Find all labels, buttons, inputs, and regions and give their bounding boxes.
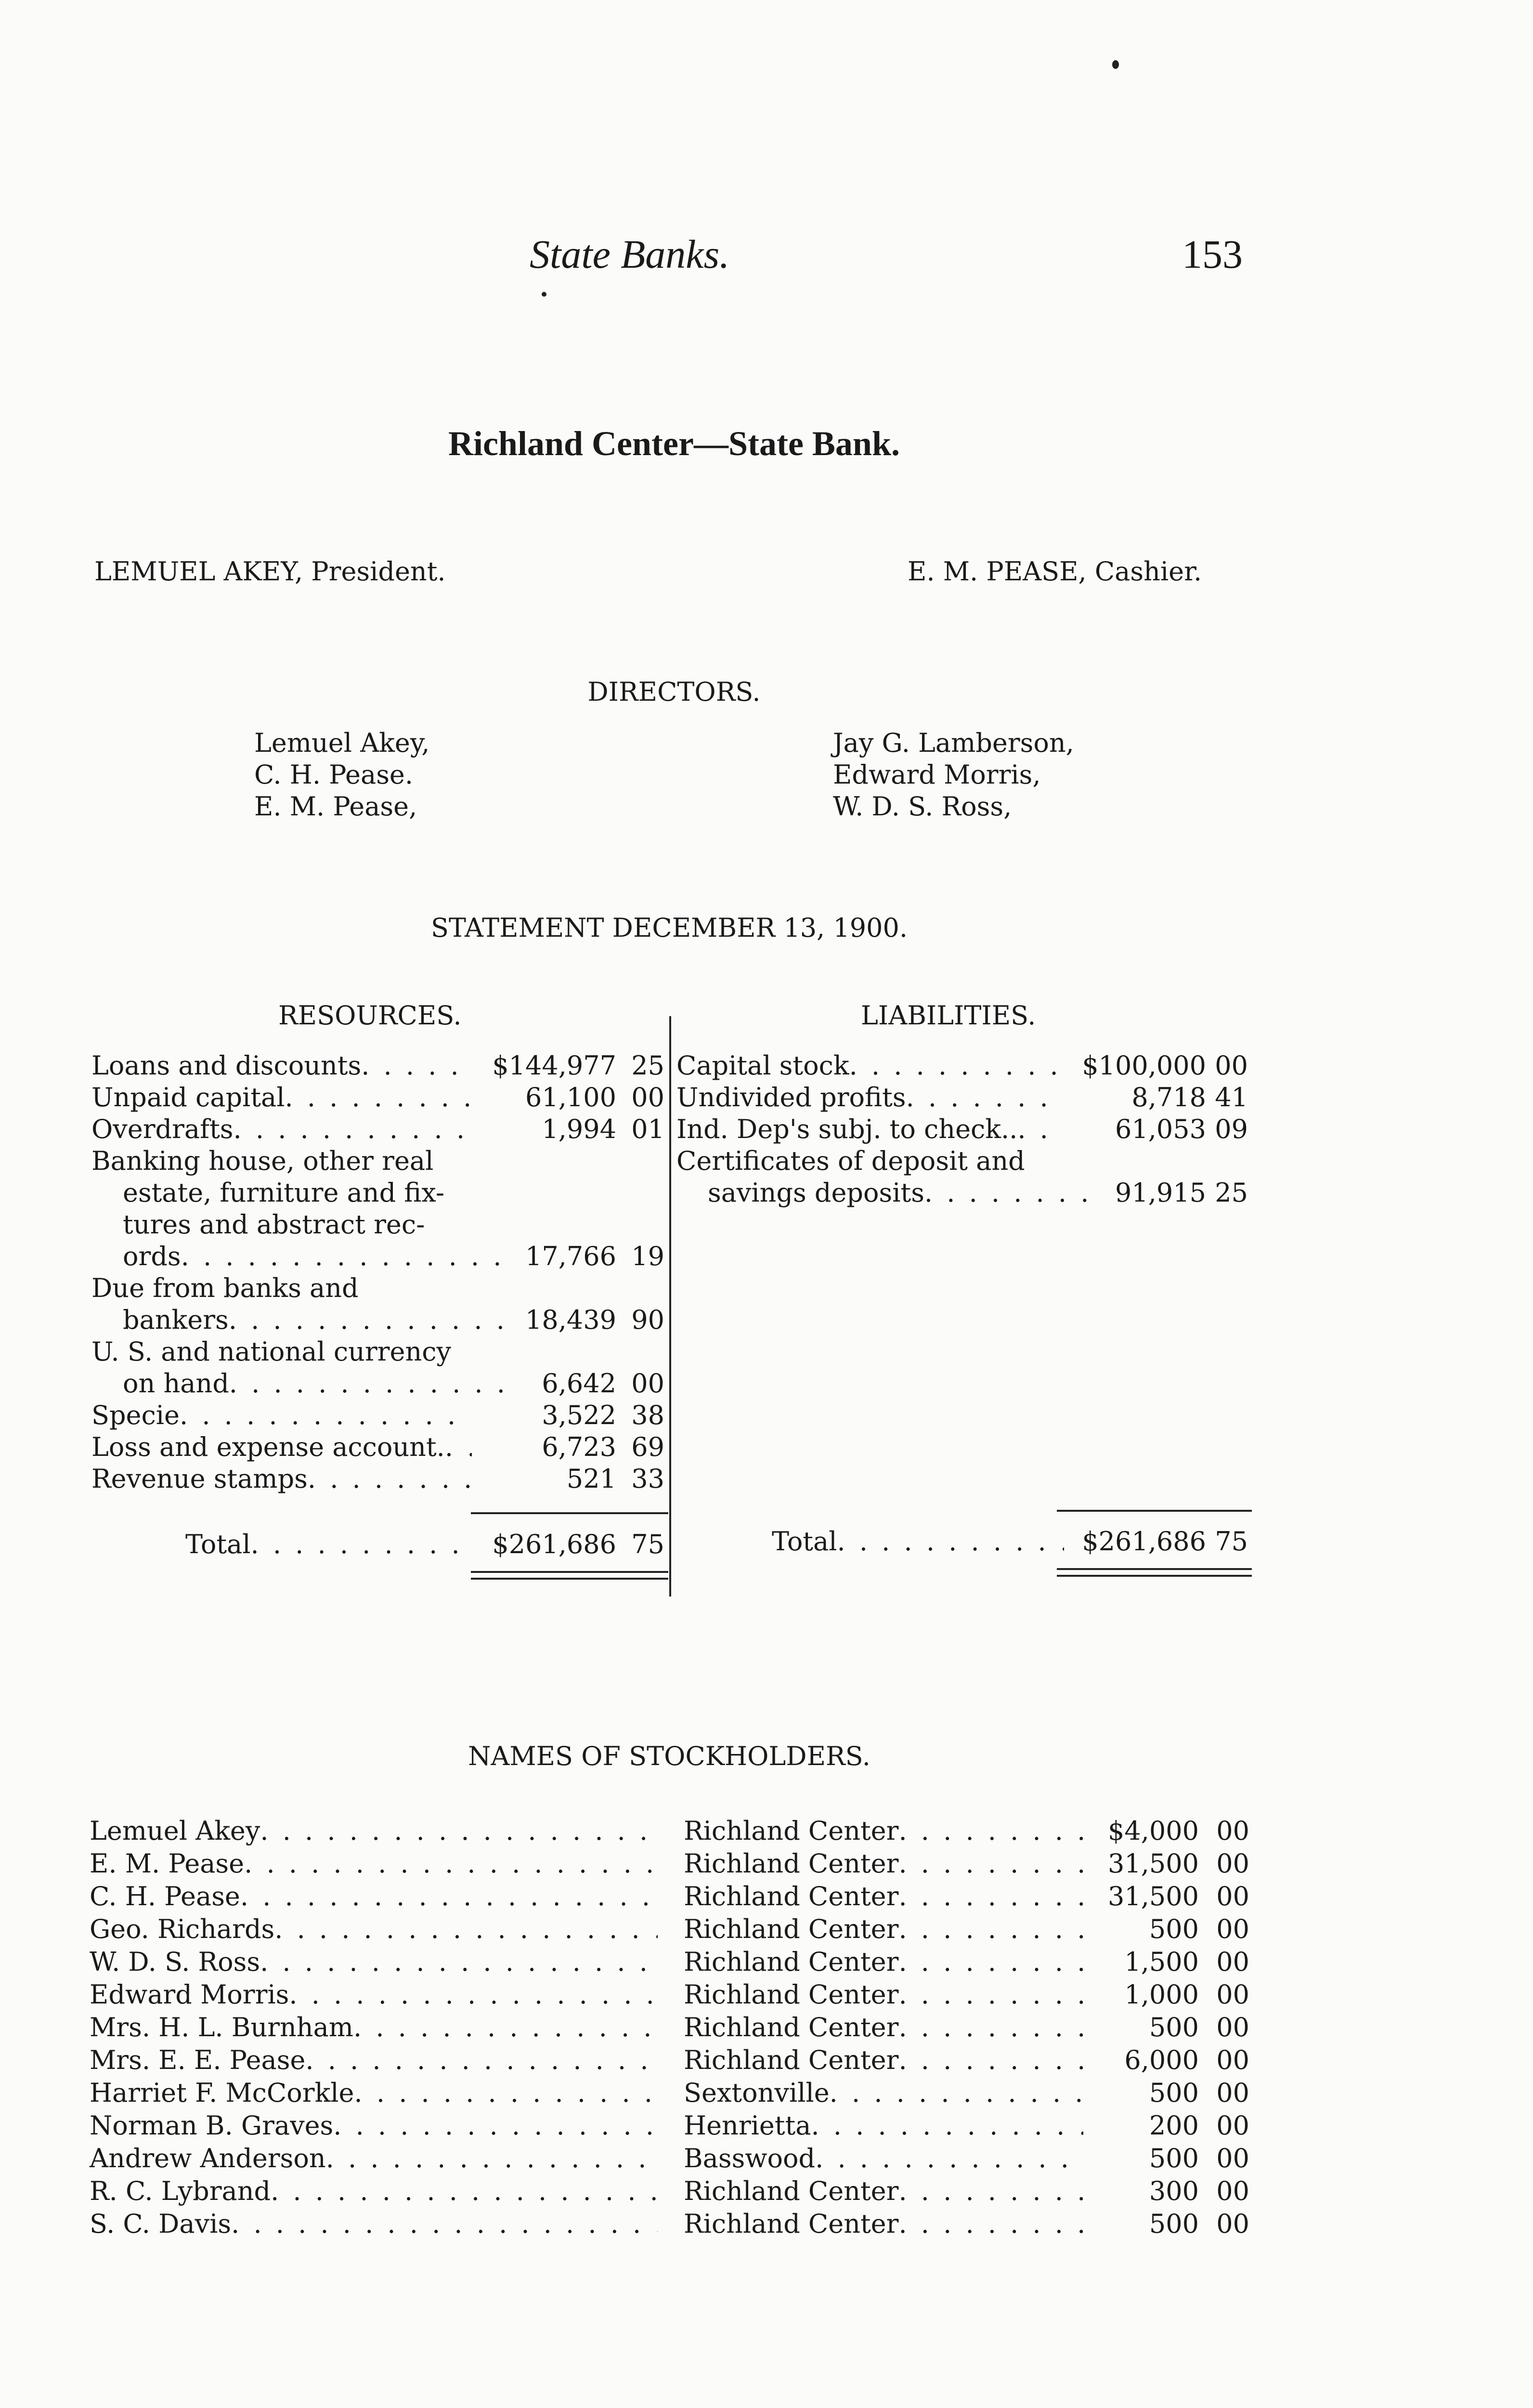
liabilities-total-label: Total . . . [772, 1529, 1064, 1555]
stockholder-cents: 00 [1216, 1947, 1249, 1977]
resource-item-label: Overdrafts . . . [91, 1116, 472, 1142]
stockholder-place: Richland Center . . . [684, 1982, 1083, 2008]
stockholder-place: Henrietta . . . [684, 2113, 1083, 2139]
resource-item-dollars: 17,766 [525, 1241, 616, 1271]
stockholder-amount: 6,000 [1124, 2045, 1199, 2075]
president-line: LEMUEL AKEY, President. [94, 556, 446, 587]
liabilities-total-rule [1057, 1510, 1252, 1512]
directors-right-column [833, 727, 1074, 823]
stockholder-name: C. H. Pease . . . [90, 1884, 658, 1910]
stockholder-name: R. C. Lybrand . . . [90, 2178, 658, 2204]
stockholder-place: Richland Center . . . [684, 2178, 1083, 2204]
resource-item-dollars: 1,994 [542, 1114, 616, 1144]
stockholder-place: Sextonville . . . [684, 2080, 1083, 2106]
stockholder-place: Richland Center . . . [684, 1884, 1083, 1910]
stockholder-place: Richland Center . . . [684, 1949, 1083, 1975]
stockholder-name: W. D. S. Ross . . . [90, 1949, 658, 1975]
liability-item-cents: 41 [1215, 1082, 1248, 1112]
director-name: Edward Morris, [833, 759, 1041, 790]
stockholder-place: Richland Center . . . [684, 2015, 1083, 2041]
liability-item-label: Certificates of deposit and [676, 1146, 1025, 1176]
resource-item-label: estate, furniture and fix- [123, 1178, 445, 1208]
liabilities-total-cents: 75 [1215, 1526, 1248, 1557]
stockholder-amount: 500 [1149, 2078, 1199, 2108]
stockholder-cents: 00 [1216, 2012, 1249, 2042]
column-divider [669, 1016, 671, 1597]
liabilities-double-rule [1057, 1575, 1252, 1577]
stockholder-name: Mrs. E. E. Pease . . . [90, 2047, 658, 2073]
director-name: Lemuel Akey, [254, 728, 430, 758]
page-number: 153 [1182, 232, 1243, 277]
stockholder-place: Richland Center . . . [684, 1851, 1083, 1877]
stockholder-place: Basswood . . . [684, 2146, 1083, 2172]
directors-left-column [254, 727, 429, 823]
resources-total-label: Total . . . [185, 1531, 472, 1557]
liability-item-dollars: 61,053 [1115, 1114, 1206, 1144]
stockholder-amount: 500 [1149, 2143, 1199, 2173]
stockholder-name: Geo. Richards . . . [90, 1916, 658, 1942]
stockholder-cents: 00 [1216, 1848, 1249, 1879]
resources-double-rule [471, 1571, 668, 1573]
stockholder-place: Richland Center . . . [684, 2047, 1083, 2073]
stockholder-amount: 500 [1149, 1914, 1199, 1944]
resource-item-dollars: 61,100 [525, 1082, 616, 1112]
resource-item-cents: 33 [631, 1464, 664, 1494]
director-name: Jay G. Lamberson, [833, 728, 1074, 758]
resource-item-dollars: 6,723 [542, 1432, 616, 1462]
stockholder-name: S. C. Davis . . . [90, 2211, 658, 2237]
resources-total-rule [471, 1512, 668, 1514]
stockholder-cents: 00 [1216, 2176, 1249, 2206]
resource-item-dollars: $144,977 [492, 1050, 616, 1081]
resource-item-cents: 01 [631, 1114, 664, 1144]
stockholder-name: Mrs. H. L. Burnham . . . [90, 2015, 658, 2041]
director-name: E. M. Pease, [254, 791, 417, 822]
resource-item-label: Revenue stamps . . . [91, 1466, 472, 1492]
resource-item-cents: 25 [631, 1050, 664, 1081]
stockholder-name: Edward Morris . . . [90, 1982, 658, 2008]
liability-item-dollars: 8,718 [1131, 1082, 1206, 1112]
resources-heading: RESOURCES. [278, 1000, 462, 1031]
bank-title: Richland Center—State Bank. [448, 424, 900, 463]
liability-item-label: Ind. Dep's subj. to check.. . . . [676, 1116, 1064, 1142]
stockholder-name: Norman B. Graves . . . [90, 2113, 658, 2139]
resource-item-label: tures and abstract rec- [123, 1209, 425, 1240]
resource-item-label: Specie . . . [91, 1402, 472, 1428]
stockholder-cents: 00 [1216, 2209, 1249, 2239]
resource-item-dollars: 6,642 [542, 1368, 616, 1399]
liability-item-label: Undivided profits . . . [676, 1085, 1064, 1111]
directors-heading: DIRECTORS. [587, 677, 761, 707]
stockholder-cents: 00 [1216, 1816, 1249, 1846]
stockholder-cents: 00 [1216, 1979, 1249, 2010]
stockholder-name: Andrew Anderson . . . [90, 2146, 658, 2172]
resources-double-rule [471, 1578, 668, 1580]
liability-item-dollars: 91,915 [1115, 1178, 1206, 1208]
resources-total-cents: 75 [631, 1529, 664, 1559]
statement-title: STATEMENT DECEMBER 13, 1900. [431, 913, 908, 943]
resource-item-dollars: 18,439 [525, 1305, 616, 1335]
stockholder-amount: 500 [1149, 2012, 1199, 2042]
stockholder-name: Lemuel Akey . . . [90, 1818, 658, 1844]
stockholder-place: Richland Center . . . [684, 2211, 1083, 2237]
stockholder-place: Richland Center . . . [684, 1916, 1083, 1942]
stockholder-amount: 1,000 [1124, 1979, 1199, 2010]
stockholder-amount: 300 [1149, 2176, 1199, 2206]
scan-speck [1112, 60, 1119, 69]
stockholder-amount: 1,500 [1124, 1947, 1199, 1977]
resource-item-cents: 69 [631, 1432, 664, 1462]
stockholders-heading: NAMES OF STOCKHOLDERS. [468, 1741, 870, 1771]
resource-item-label: ords . . . [91, 1243, 503, 1269]
stockholder-cents: 00 [1216, 1914, 1249, 1944]
liability-item-cents: 25 [1215, 1178, 1248, 1208]
liabilities-double-rule [1057, 1568, 1252, 1570]
cashier-line: E. M. PEASE, Cashier. [908, 556, 1202, 587]
liabilities-heading: LIABILITIES. [861, 1000, 1036, 1031]
director-name: W. D. S. Ross, [833, 791, 1012, 822]
director-name: C. H. Pease. [254, 759, 414, 790]
stockholder-name: E. M. Pease . . . [90, 1851, 658, 1877]
stockholder-amount: 31,500 [1108, 1848, 1199, 1879]
resource-item-label: Banking house, other real [91, 1146, 434, 1176]
resource-item-dollars: 3,522 [542, 1400, 616, 1430]
liability-item-dollars: $100,000 [1082, 1050, 1206, 1081]
resource-item-label: bankers . . . [91, 1307, 503, 1333]
resource-item-cents: 00 [631, 1368, 664, 1399]
stockholder-cents: 00 [1216, 2045, 1249, 2075]
stockholder-amount: 500 [1149, 2209, 1199, 2239]
resource-item-cents: 19 [631, 1241, 664, 1271]
liabilities-total-dollars: $261,686 [1082, 1526, 1206, 1557]
stockholder-cents: 00 [1216, 2078, 1249, 2108]
running-head-title: State Banks. [530, 232, 730, 277]
resource-item-label: Due from banks and [91, 1273, 359, 1303]
stockholder-place: Richland Center . . . [684, 1818, 1083, 1844]
resource-item-label: on hand . . . [91, 1371, 503, 1397]
resource-item-dollars: 521 [566, 1464, 616, 1494]
stockholder-cents: 00 [1216, 2110, 1249, 2141]
liability-item-label: savings deposits . . . [676, 1180, 1095, 1206]
stockholder-cents: 00 [1216, 1881, 1249, 1911]
liability-item-cents: 00 [1215, 1050, 1248, 1081]
stockholder-amount: 31,500 [1108, 1881, 1199, 1911]
stockholder-amount: 200 [1149, 2110, 1199, 2141]
resource-item-label: Loans and discounts . . . [91, 1053, 472, 1079]
resource-item-label: U. S. and national currency [91, 1336, 451, 1367]
resources-total-dollars: $261,686 [492, 1529, 616, 1559]
resource-item-label: Unpaid capital . . . [91, 1085, 472, 1111]
resource-item-cents: 00 [631, 1082, 664, 1112]
liability-item-label: Capital stock . . . [676, 1053, 1064, 1079]
scan-speck [542, 292, 546, 297]
liability-item-cents: 09 [1215, 1114, 1248, 1144]
stockholder-amount: $4,000 [1108, 1816, 1199, 1846]
stockholder-name: Harriet F. McCorkle . . . [90, 2080, 658, 2106]
resource-item-cents: 90 [631, 1305, 664, 1335]
stockholder-cents: 00 [1216, 2143, 1249, 2173]
resource-item-cents: 38 [631, 1400, 664, 1430]
resource-item-label: Loss and expense account. . . . [91, 1434, 472, 1460]
